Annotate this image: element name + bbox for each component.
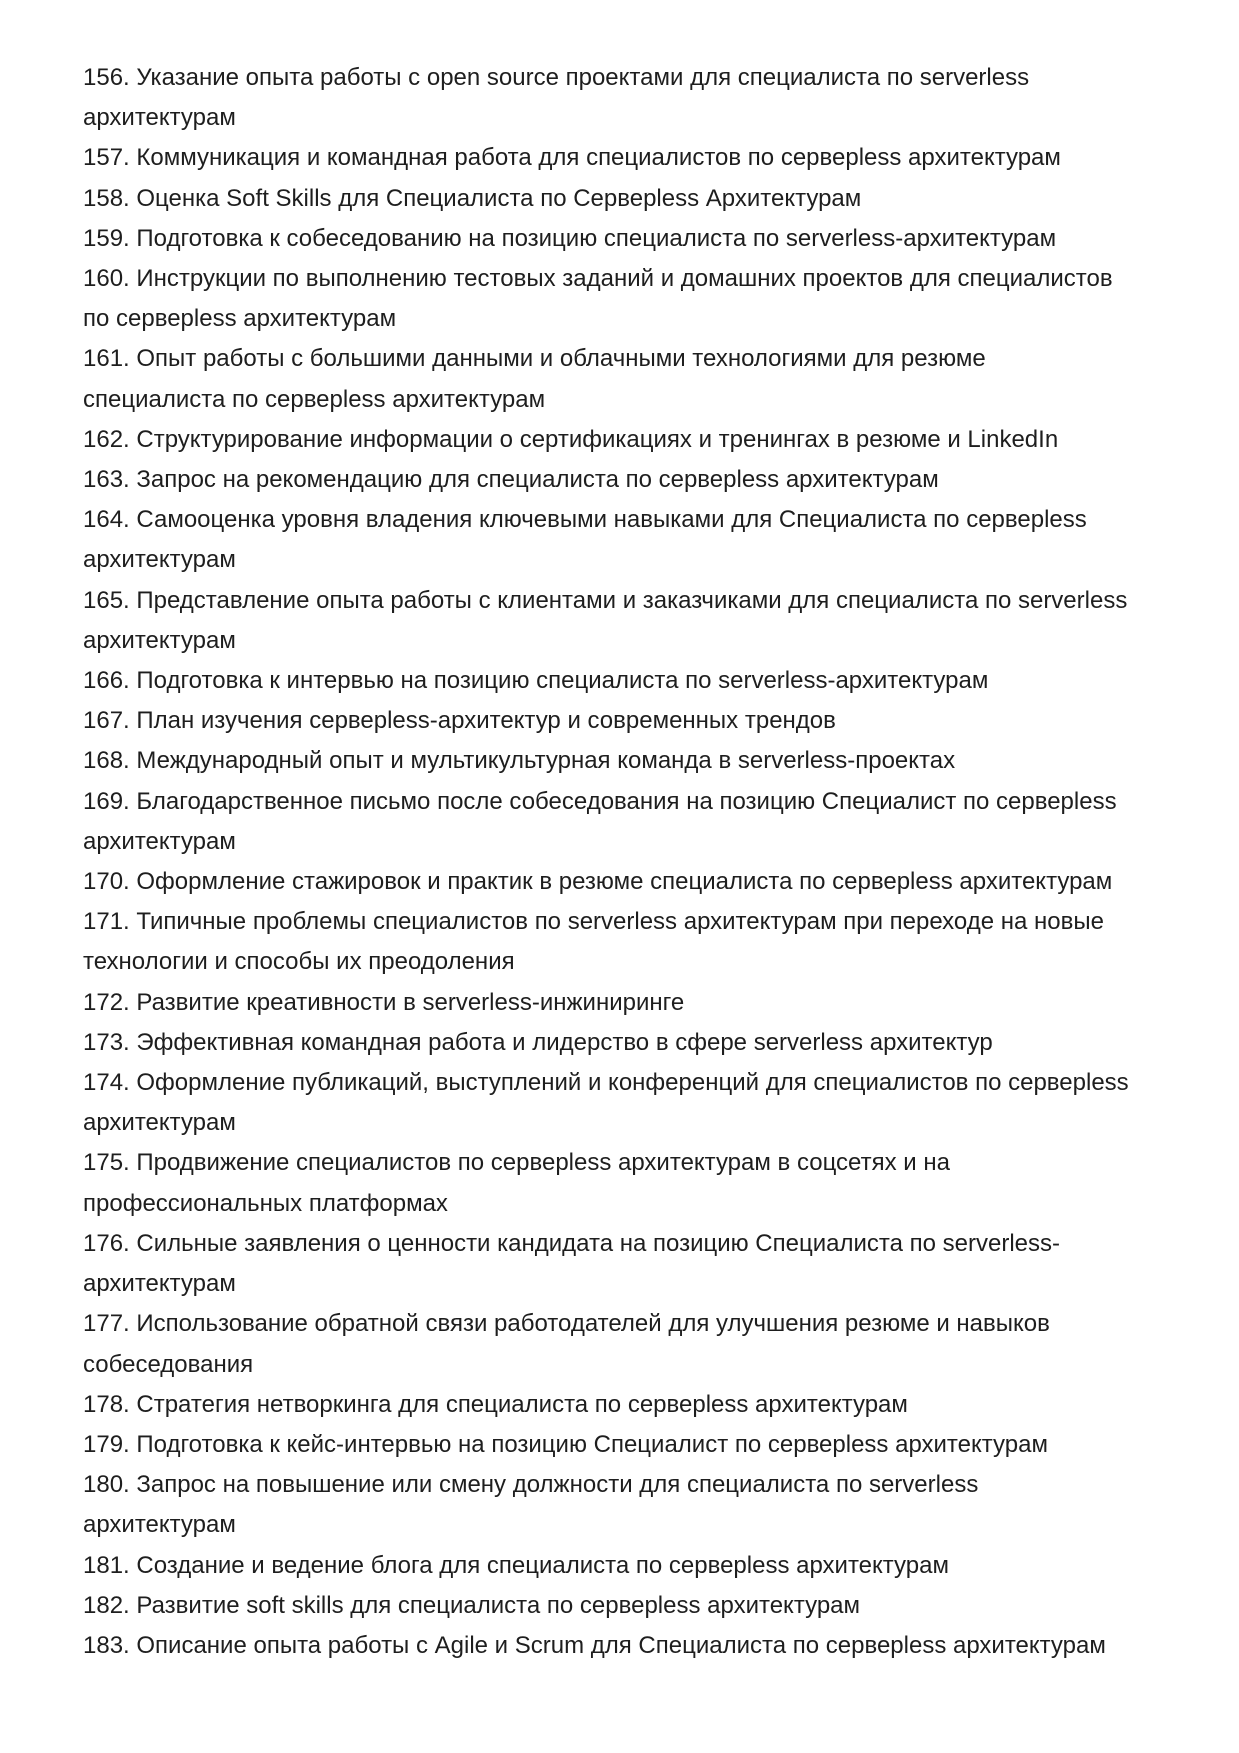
list-item-line: 173. Эффективная командная работа и лидерство в сфере serverless архитектур [83,1028,993,1056]
list-item [83,1304,1203,1384]
list-item [83,420,1203,460]
list-item-line: 166. Подготовка к интервью на позицию специалиста по serverless-архитектурам [83,667,989,695]
document-list [83,58,1203,1666]
list-item [83,862,1203,902]
list-item-line: 161. Опыт работы с большими данными и облачными технологиями для резюме [83,345,986,373]
list-item [83,1546,1203,1586]
list-item-line: 182. Развитие soft skills для специалиста по серверless архитектурам [83,1591,861,1619]
list-item-line: архитектурам [83,1270,236,1298]
list-item-line: 156. Указание опыта работы с open source проектами для специалиста по serverless [83,64,1030,91]
list-item-line: архитектурам [83,104,236,132]
list-item [83,138,1203,178]
list-item [83,1626,1203,1666]
list-item [83,339,1203,419]
list-item [83,1586,1203,1626]
list-item-line: специалиста по серверless архитектурам [83,385,546,413]
list-item [83,58,1203,138]
list-item-line: 170. Оформление стажировок и практик в резюме специалиста по серверless архитектурам [83,868,1113,896]
list-item [83,983,1203,1023]
list-item [83,581,1203,661]
list-item [83,1425,1203,1465]
list-item [83,902,1203,982]
list-item [83,1023,1203,1063]
list-item-line: 164. Самооценка уровня владения ключевыми навыками для Специалиста по серверless [83,506,1087,534]
list-item [83,1465,1203,1545]
list-item [83,259,1203,339]
list-item-line: 168. Международный опыт и мультикультурная команда в serverless-проектах [83,747,956,775]
list-item-line: 158. Оценка Soft Skills для Специалиста по Серверless Архитектурам [83,184,862,212]
list-item-line: по серверless архитектурам [83,305,397,333]
list-item [83,741,1203,781]
list-item-line: 179. Подготовка к кейс-интервью на позицию Специалист по серверless архитектурам [83,1430,1048,1458]
list-item-line: 163. Запрос на рекомендацию для специалиста по серверless архитектурам [83,466,939,494]
list-item-line: собеседования [83,1350,254,1378]
list-item-line: 171. Типичные проблемы специалистов по serverless архитектурам при переходе на новые [83,908,1104,936]
list-item [83,1385,1203,1425]
list-item-line: технологии и способы их преодоления [83,948,515,976]
list-item-line: 183. Описание опыта работы с Agile и Scrum для Специалиста по серверless архитектурам [83,1631,1106,1659]
list-item-line: профессиональных платформах [83,1189,448,1217]
list-item-line: архитектурам [83,626,236,654]
list-item-line: 159. Подготовка к собеседованию на позицию специалиста по serverless-архитектурам [83,224,1057,252]
list-item-line: 176. Сильные заявления о ценности кандидата на позицию Специалиста по serverless- [83,1229,1060,1257]
list-item-line: 177. Использование обратной связи работодателей для улучшения резюме и навыков [83,1310,1050,1338]
list-item-line: 162. Структурирование информации о сертификациях и тренингах в резюме и LinkedIn [83,425,1059,453]
list-item-line: 169. Благодарственное письмо после собеседования на позицию Специалист по серверless [83,787,1117,815]
list-item [83,1143,1203,1223]
list-item [83,701,1203,741]
list-item-line: 175. Продвижение специалистов по серверless архитектурам в соцсетях и на [83,1149,950,1177]
list-item-line: 167. План изучения серверless-архитектур и современных трендов [83,707,836,735]
list-item [83,782,1203,862]
list-item-line: 157. Коммуникация и командная работа для специалистов по серверless архитектурам [83,144,1061,172]
list-item [83,460,1203,500]
list-item [83,179,1203,219]
list-item-line: 172. Развитие креативности в serverless-инжиниринге [83,988,685,1016]
list-item-line: архитектурам [83,1109,236,1137]
list-item-line: архитектурам [83,1511,236,1539]
list-item [83,219,1203,259]
list-item-line: архитектурам [83,546,236,574]
list-item-line: архитектурам [83,827,236,855]
list-item-line: 181. Создание и ведение блога для специалиста по серверless архитектурам [83,1551,949,1579]
list-item-line: 180. Запрос на повышение или смену должности для специалиста по serverless [83,1471,979,1499]
list-item [83,1224,1203,1304]
list-item [83,500,1203,580]
list-item-line: 160. Инструкции по выполнению тестовых заданий и домашних проектов для специалистов [83,265,1113,293]
list-item-line: 174. Оформление публикаций, выступлений и конференций для специалистов по серверless [83,1069,1129,1097]
list-item-line: 178. Стратегия нетворкинга для специалиста по серверless архитектурам [83,1390,908,1418]
list-item [83,661,1203,701]
list-item [83,1063,1203,1143]
list-item-line: 165. Представление опыта работы с клиентами и заказчиками для специалиста по serverless [83,586,1128,614]
